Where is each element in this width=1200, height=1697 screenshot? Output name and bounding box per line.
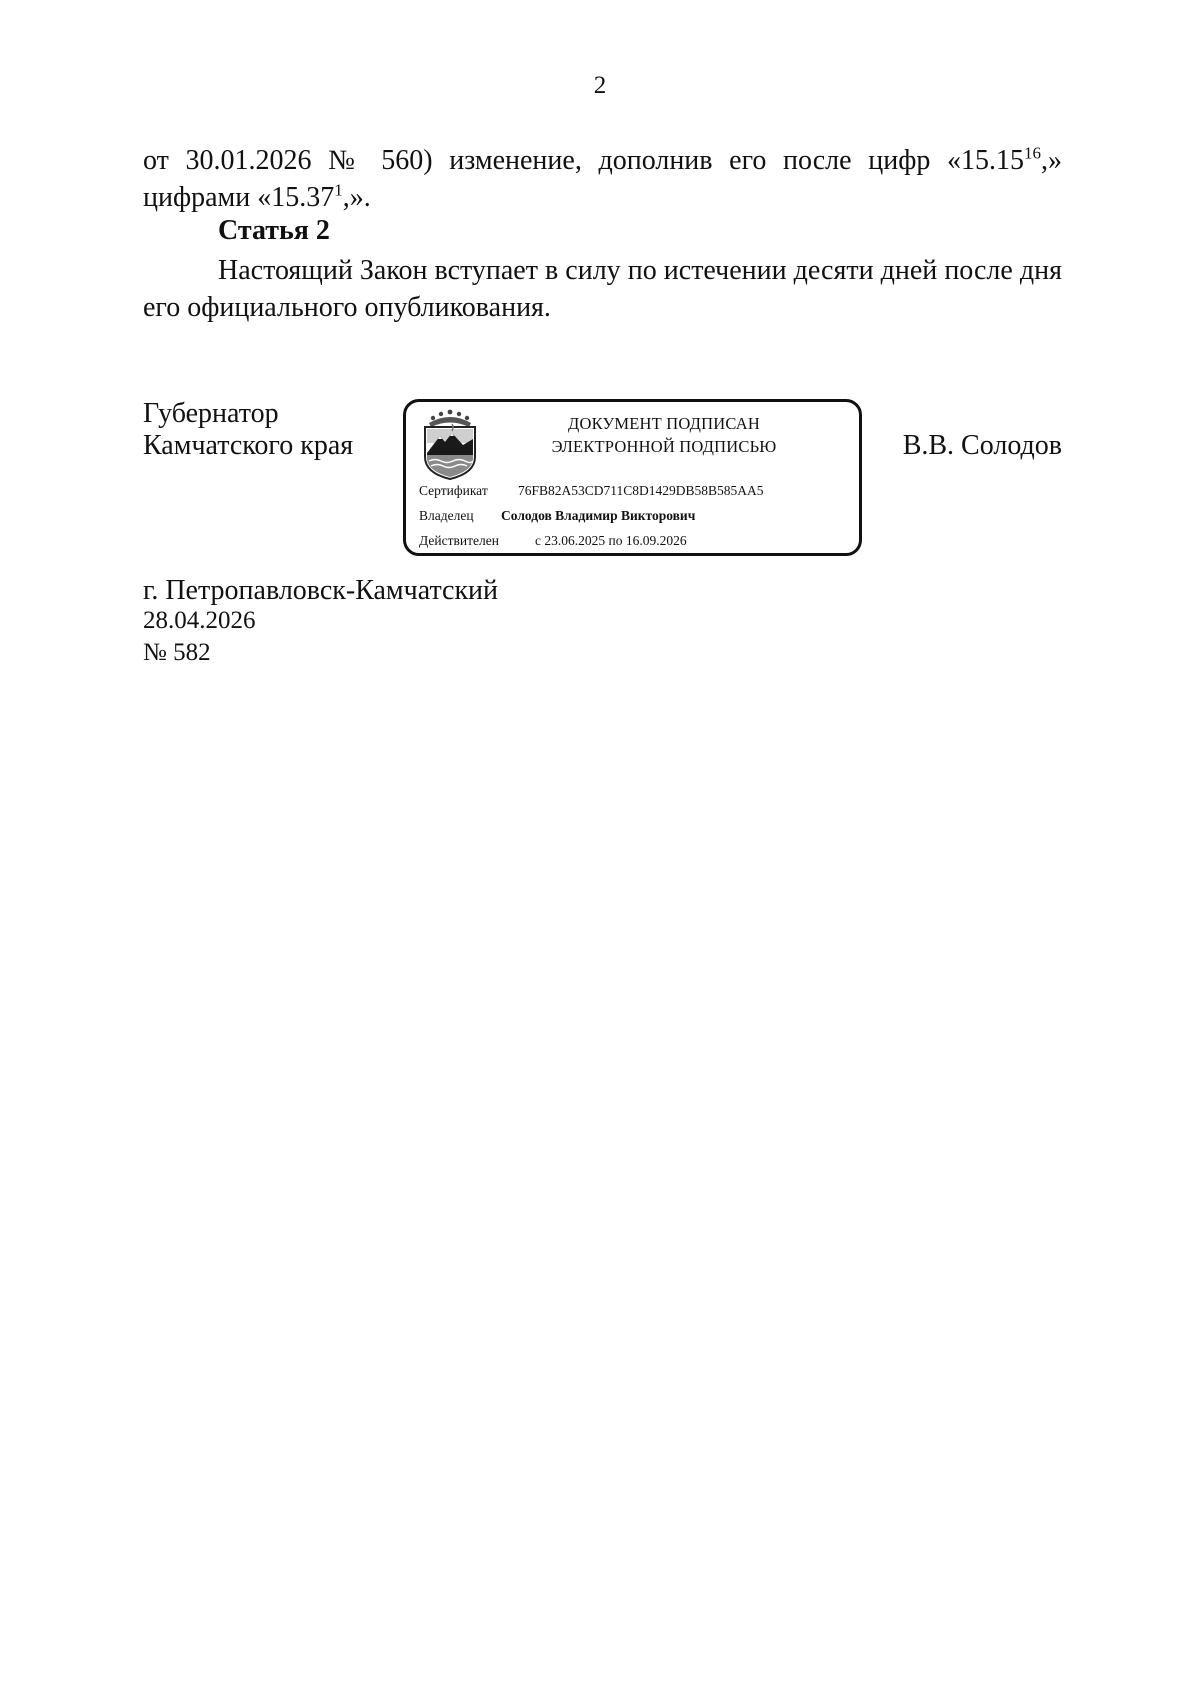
certificate-value: 76FB82A53CD711C8D1429DB58B585AA5 <box>518 483 764 498</box>
stamp-label: Владелец <box>419 508 474 523</box>
document-number: № 582 <box>143 639 211 666</box>
superscript: 1 <box>334 180 343 200</box>
signing-date: 28.04.2026 <box>143 607 256 634</box>
place-of-signing: г. Петропавловск-Камчатский <box>143 575 499 606</box>
paragraph-amendment <box>143 142 1062 216</box>
signatory-title <box>143 398 353 462</box>
owner-value: Солодов Владимир Викторович <box>501 508 696 523</box>
signatory-title-line: Губернатор <box>143 398 279 429</box>
electronic-signature-stamp <box>403 399 862 556</box>
signatory-name: В.В. Солодов <box>902 430 1062 461</box>
paragraph-line <box>143 142 1062 179</box>
text-fragment: ,». <box>342 182 371 213</box>
kamchatka-coat-of-arms-icon <box>421 409 479 481</box>
stamp-heading: ДОКУМЕНТ ПОДПИСАН <box>568 414 760 433</box>
article-heading: Статья 2 <box>218 215 330 246</box>
text-fragment: цифрами «15.37 <box>143 182 335 213</box>
text-fragment: ,» <box>1041 145 1062 176</box>
text-fragment: от 30.01.2026 № 560) изменение, дополнив его после цифр «15.15 <box>143 145 1024 176</box>
paragraph-entry-into-force <box>143 252 1062 326</box>
stamp-label: Действителен <box>419 533 499 548</box>
stamp-owner-row <box>419 508 696 524</box>
paragraph-line: его официального опубликования. <box>143 292 551 323</box>
stamp-heading: ЭЛЕКТРОННОЙ ПОДПИСЬЮ <box>551 437 777 456</box>
paragraph-line <box>143 179 1062 216</box>
stamp-certificate-row <box>419 483 764 499</box>
stamp-validity-row <box>419 533 687 549</box>
superscript: 16 <box>1024 143 1041 163</box>
stamp-label: Сертификат <box>419 483 488 498</box>
page-number: 2 <box>593 72 607 99</box>
validity-value: с 23.06.2025 по 16.09.2026 <box>535 533 687 548</box>
paragraph-line: Настоящий Закон вступает в силу по истечении десяти дней после дня <box>218 255 1062 286</box>
signatory-title-line: Камчатского края <box>143 430 354 461</box>
